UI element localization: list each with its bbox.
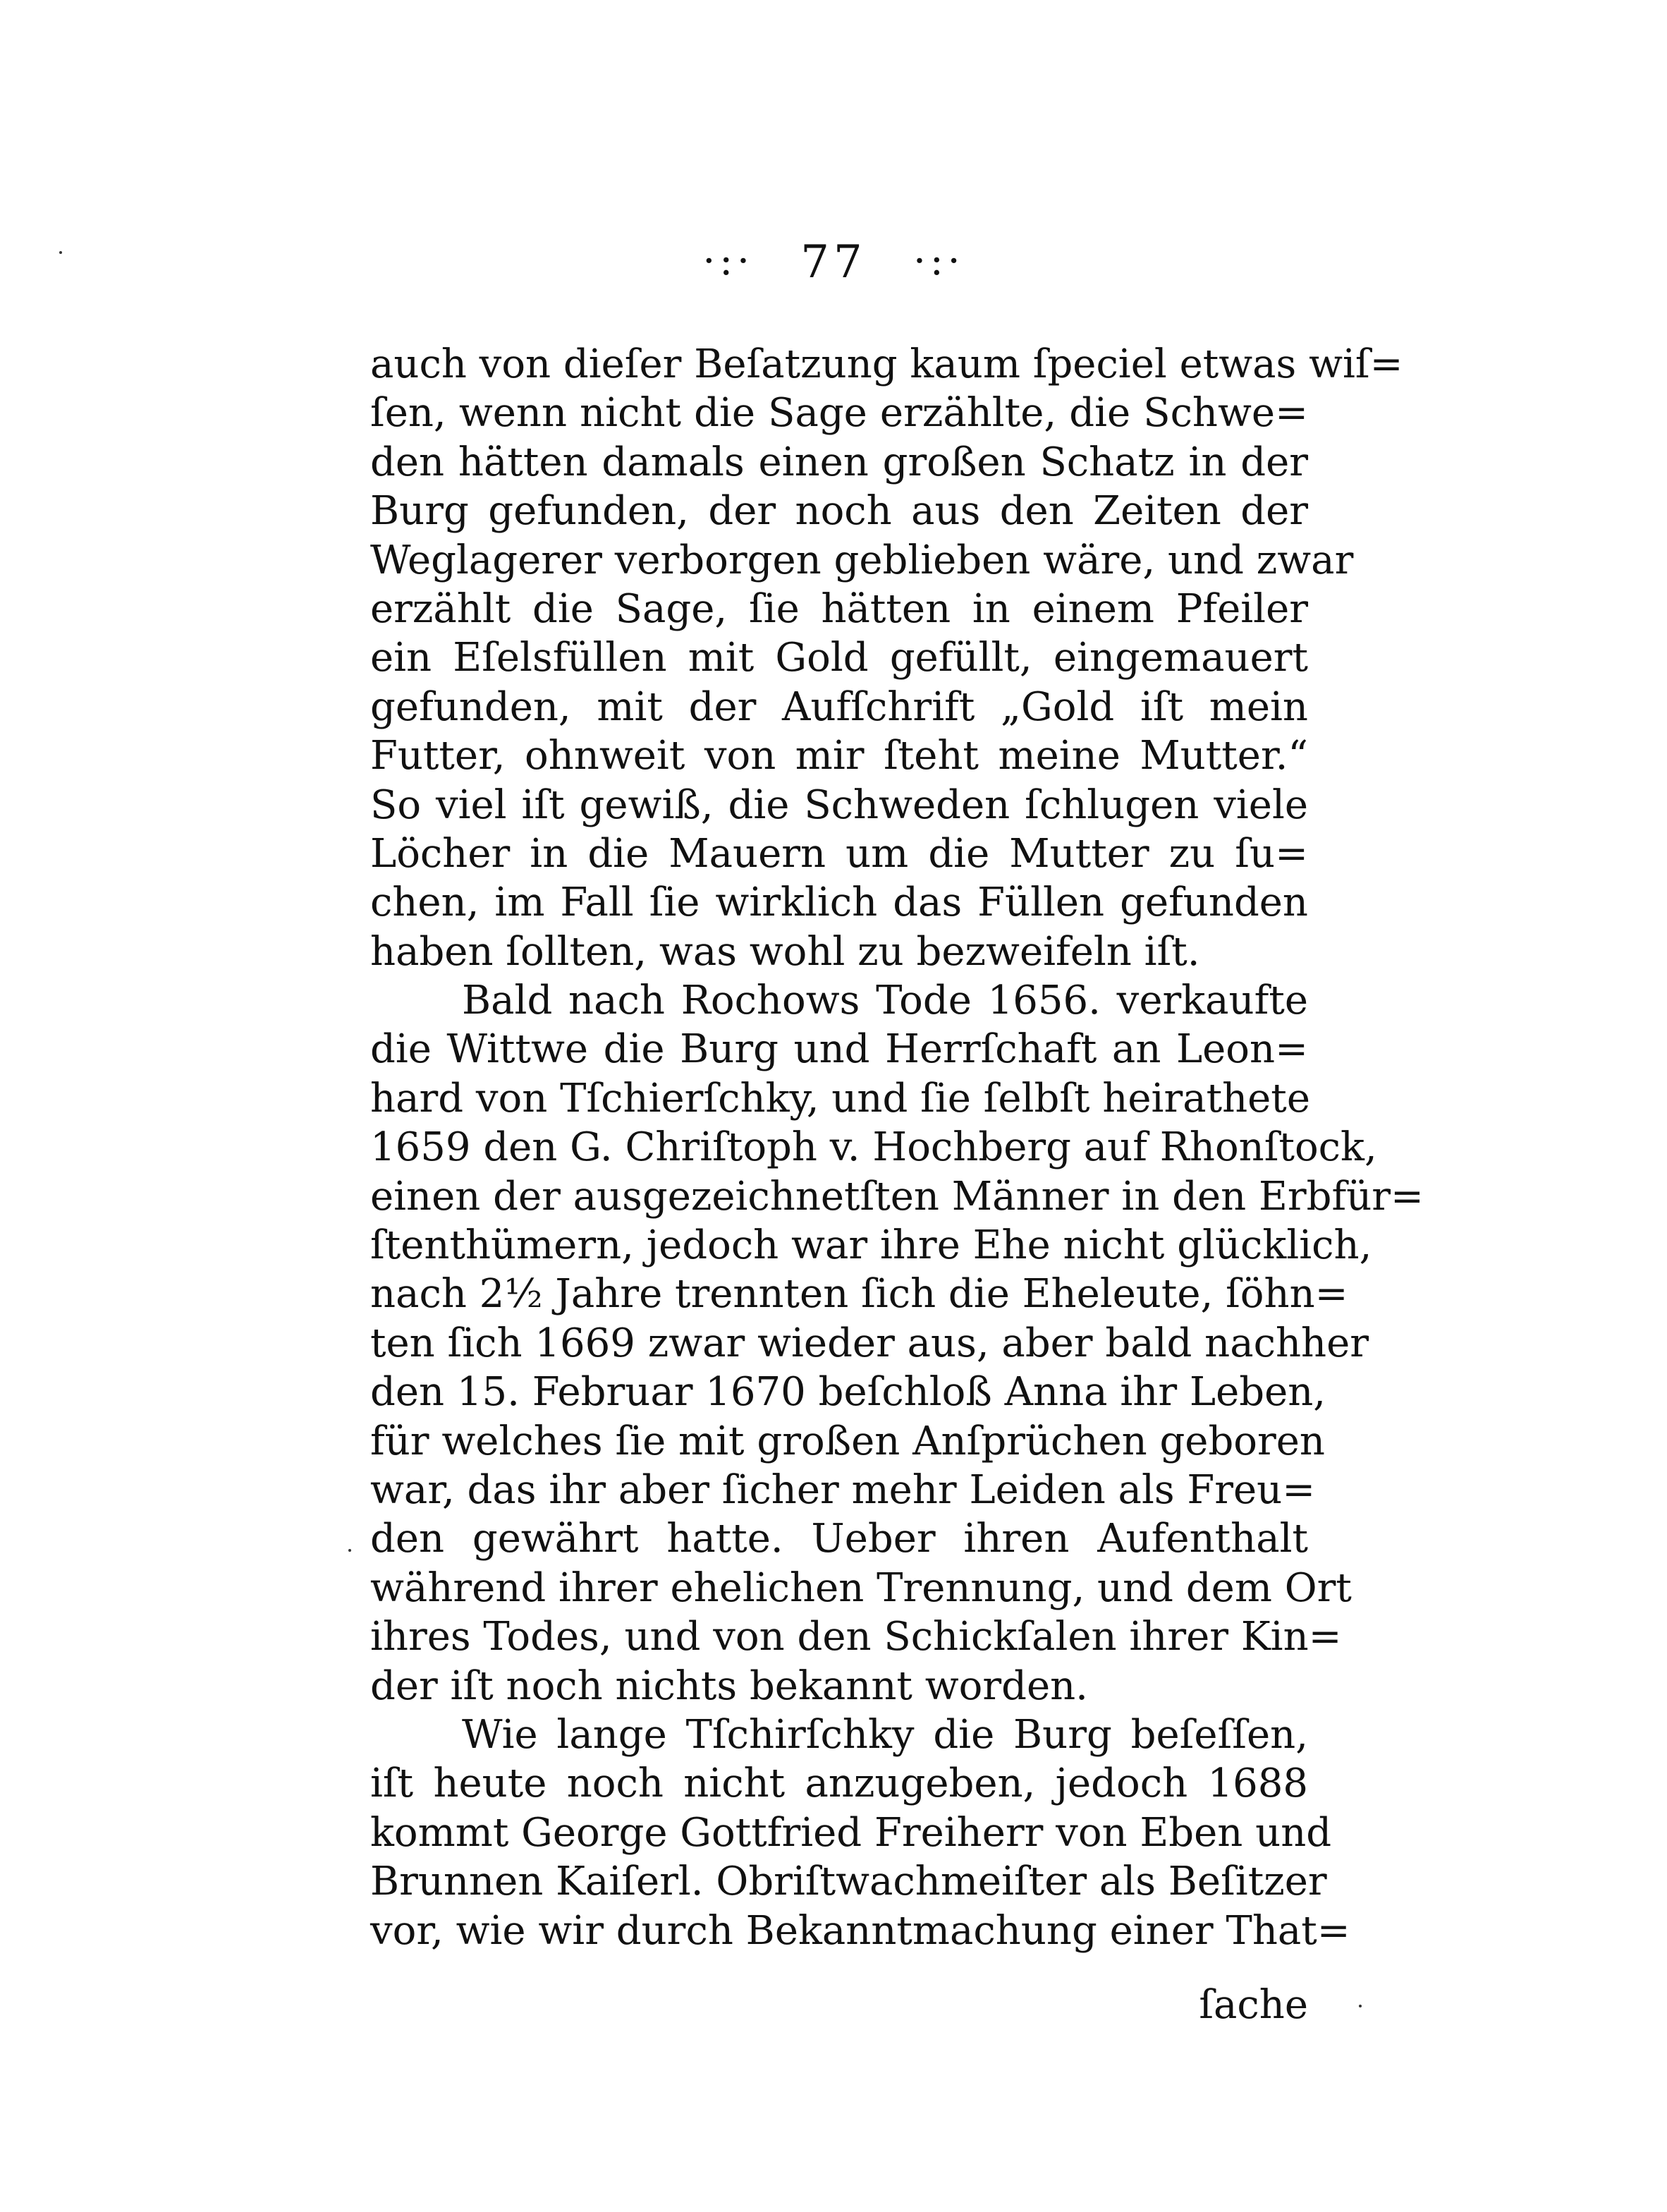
text-line: ſtenthümern, jedoch war ihre Ehe nicht glücklich, [370,1222,1372,1269]
text-line: Burg gefunden, der noch aus den Zeiten der [370,488,1308,535]
text-line: den hätten damals einen großen Schatz in der [370,439,1308,485]
text-line: ihres Todes, und von den Schickſalen ihrer Kin= [370,1614,1342,1660]
text-line: Futter, ohnweit von mir ſteht meine Mutter.“ [370,733,1308,779]
text-line: erzählt die Sage, ſie hätten in einem Pfeiler [370,585,1308,632]
text-line: iſt heute noch nicht anzugeben, jedoch 1688 [370,1761,1308,1807]
text-line: ein Eſelsfüllen mit Gold gefüllt, eingemauert [370,635,1308,681]
paragraph-start-line: Bald nach Rochows Tode 1656. verkaufte [462,978,1308,1024]
body-text [370,340,1424,1955]
page-header [0,236,1667,288]
text-line: chen, im Fall ſie wirklich das Füllen gefunden [370,880,1308,926]
text-line: kommt George Gottfried Freiherr von Eben und [370,1809,1332,1856]
text-line: war, das ihr aber ſicher mehr Leiden als Freu= [370,1466,1316,1513]
text-line: einen der ausgezeichnetſten Männer in den Erbfür= [370,1173,1424,1220]
text-line: gefunden, mit der Aufſchrift „Gold iſt mein [370,683,1308,730]
paragraph-start-line: Wie lange Tſchirſchky die Burg beſeſſen, [462,1711,1308,1758]
text-line: ſen, wenn nicht die Sage erzählte, die Schwe= [370,390,1308,437]
catchword: ſache [1199,1982,1308,2028]
text-line: So viel iſt gewiß, die Schweden ſchlugen viele [370,782,1308,828]
text-line: den gewährt hatte. Ueber ihren Aufenthalt [370,1516,1308,1562]
text-line: hard von Tſchierſchky, und ſie ſelbſt heirathete [370,1075,1310,1122]
text-line: vor, wie wir durch Bekanntmachung einer That= [370,1907,1350,1954]
print-speck [348,1549,351,1552]
text-line: während ihrer ehelichen Trennung, und dem Ort [370,1564,1352,1611]
print-speck [1359,2005,1362,2007]
ornament-left-icon: ·:· [702,238,754,284]
text-line: Weglagerer verborgen geblieben wäre, und zwar [370,537,1354,583]
text-line: die Wittwe die Burg und Herrſchaft an Leon= [370,1026,1308,1073]
text-line: ten ſich 1669 zwar wieder aus, aber bald nachher [370,1320,1369,1366]
text-line: Brunnen Kaiſerl. Obriſtwachmeiſter als Beſitzer [370,1859,1327,1905]
text-line: Löcher in die Mauern um die Mutter zu ſu= [370,830,1308,877]
text-line: 1659 den G. Chriſtoph v. Hochberg auf Rhonſtock, [370,1124,1377,1171]
text-line: auch von dieſer Beſatzung kaum ſpeciel etwas wiſ= [370,341,1403,387]
page-number: 77 [800,236,867,288]
print-speck [59,251,62,254]
text-line: nach 2½ Jahre trennten ſich die Eheleute, ſöhn= [370,1271,1348,1318]
paragraph-end-line: der iſt noch nichts bekannt worden. [370,1663,1088,1709]
ornament-right-icon: ·:· [913,238,965,284]
text-line: für welches ſie mit großen Anſprüchen geboren [370,1418,1325,1464]
text-line: den 15. Februar 1670 beſchloß Anna ihr Leben, [370,1369,1326,1416]
paragraph-end-line: haben ſollten, was wohl zu bezweifeln iſt. [370,928,1200,975]
